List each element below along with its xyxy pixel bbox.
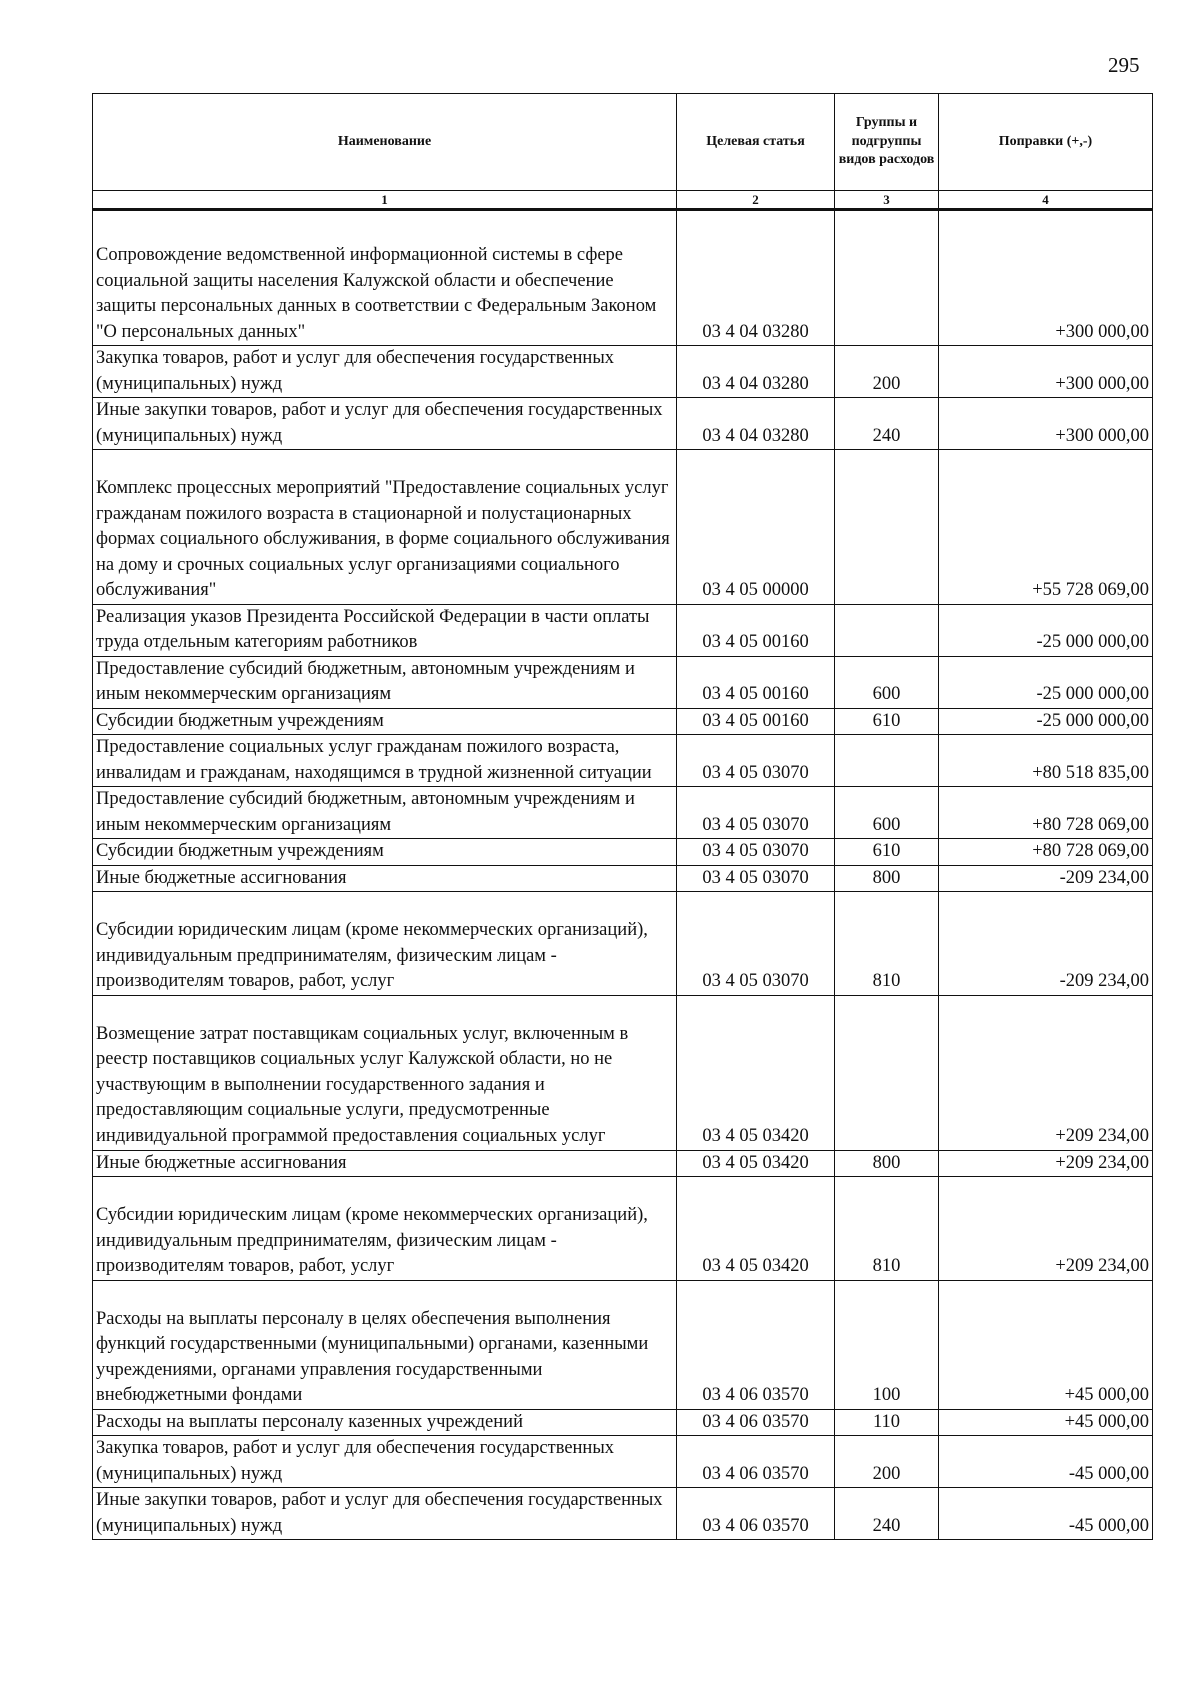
row-amendment-amount: +45 000,00 [939, 1409, 1153, 1436]
row-target-article: 03 4 06 03570 [677, 1436, 835, 1488]
row-name: Расходы на выплаты персоналу в целях обеспечения выполнения функций государственными (муниципальными) органами, казенными учреждениями, органами управления государственными внебюджетными фондами [93, 1280, 677, 1409]
column-header-name: Наименование [93, 94, 677, 191]
row-name: Субсидии бюджетным учреждениям [93, 839, 677, 866]
row-expense-group: 100 [835, 1280, 939, 1409]
column-header-target-article: Целевая статья [677, 94, 835, 191]
row-target-article: 03 4 04 03280 [677, 346, 835, 398]
row-expense-group [835, 995, 939, 1150]
row-expense-group: 810 [835, 892, 939, 996]
row-amendment-amount: -209 234,00 [939, 892, 1153, 996]
table-row [93, 1436, 1153, 1488]
table-row [93, 787, 1153, 839]
row-expense-group: 800 [835, 865, 939, 892]
table-row [93, 210, 1153, 346]
row-target-article: 03 4 05 00160 [677, 604, 835, 656]
row-target-article: 03 4 05 03070 [677, 787, 835, 839]
row-expense-group [835, 604, 939, 656]
row-name: Сопровождение ведомственной информационной системы в сфере социальной защиты населения Калужской области и обеспечение защиты персональных данных в соответствии с Федеральным Законом "О персональных данных" [93, 210, 677, 346]
row-amendment-amount: +300 000,00 [939, 346, 1153, 398]
row-name: Субсидии юридическим лицам (кроме некоммерческих организаций), индивидуальным предпринимателям, физическим лицам - производителям товаров, работ, услуг [93, 892, 677, 996]
row-name: Иные бюджетные ассигнования [93, 865, 677, 892]
row-expense-group [835, 450, 939, 605]
row-target-article: 03 4 05 03420 [677, 1177, 835, 1281]
table-row [93, 708, 1153, 735]
row-expense-group: 200 [835, 346, 939, 398]
row-target-article: 03 4 04 03280 [677, 398, 835, 450]
row-target-article: 03 4 05 00160 [677, 708, 835, 735]
row-target-article: 03 4 05 03070 [677, 735, 835, 787]
column-header-amendments: Поправки (+,-) [939, 94, 1153, 191]
row-name: Закупка товаров, работ и услуг для обеспечения государственных (муниципальных) нужд [93, 346, 677, 398]
row-amendment-amount: +209 234,00 [939, 995, 1153, 1150]
row-target-article: 03 4 05 00000 [677, 450, 835, 605]
row-amendment-amount: +209 234,00 [939, 1177, 1153, 1281]
row-target-article: 03 4 06 03570 [677, 1280, 835, 1409]
column-number: 4 [939, 191, 1153, 210]
table-row [93, 865, 1153, 892]
row-amendment-amount: -45 000,00 [939, 1436, 1153, 1488]
row-expense-group: 200 [835, 1436, 939, 1488]
row-name: Комплекс процессных мероприятий "Предоставление социальных услуг гражданам пожилого возраста в стационарной и полустационарных формах социального обслуживания, в форме социального обслуживания на дому и срочных социальных услуг организациями социального обслуживания" [93, 450, 677, 605]
table-row [93, 1177, 1153, 1281]
row-expense-group [835, 210, 939, 346]
row-amendment-amount: -45 000,00 [939, 1488, 1153, 1540]
row-name: Закупка товаров, работ и услуг для обеспечения государственных (муниципальных) нужд [93, 1436, 677, 1488]
table-row [93, 346, 1153, 398]
table-row [93, 1488, 1153, 1540]
row-amendment-amount: +300 000,00 [939, 210, 1153, 346]
table-row [93, 1150, 1153, 1177]
table-header-row [93, 94, 1153, 191]
table-row [93, 1409, 1153, 1436]
row-name: Расходы на выплаты персоналу казенных учреждений [93, 1409, 677, 1436]
row-expense-group: 610 [835, 708, 939, 735]
row-name: Возмещение затрат поставщикам социальных услуг, включенным в реестр поставщиков социальных услуг Калужской области, но не участвующим в выполнении государственного задания и предоставляющим социальные услуги, предусмотренные индивидуальной программой предоставления социальных услуг [93, 995, 677, 1150]
column-header-expense-groups: Группы и подгруппы видов расходов [835, 94, 939, 191]
budget-amendments-table [92, 93, 1153, 1540]
row-target-article: 03 4 04 03280 [677, 210, 835, 346]
row-target-article: 03 4 06 03570 [677, 1488, 835, 1540]
row-amendment-amount: +80 728 069,00 [939, 839, 1153, 866]
column-number: 1 [93, 191, 677, 210]
row-expense-group: 810 [835, 1177, 939, 1281]
row-expense-group: 800 [835, 1150, 939, 1177]
table-row [93, 735, 1153, 787]
row-target-article: 03 4 05 03420 [677, 995, 835, 1150]
row-expense-group: 600 [835, 656, 939, 708]
row-expense-group: 240 [835, 398, 939, 450]
row-target-article: 03 4 05 00160 [677, 656, 835, 708]
row-amendment-amount: +80 728 069,00 [939, 787, 1153, 839]
row-amendment-amount: +45 000,00 [939, 1280, 1153, 1409]
row-expense-group: 240 [835, 1488, 939, 1540]
row-target-article: 03 4 05 03070 [677, 839, 835, 866]
row-name: Предоставление социальных услуг гражданам пожилого возраста, инвалидам и гражданам, находящимся в трудной жизненной ситуации [93, 735, 677, 787]
table-row [93, 1280, 1153, 1409]
row-target-article: 03 4 05 03070 [677, 865, 835, 892]
table-row [93, 656, 1153, 708]
row-amendment-amount: +55 728 069,00 [939, 450, 1153, 605]
table-row [93, 450, 1153, 605]
row-amendment-amount: +209 234,00 [939, 1150, 1153, 1177]
table-row [93, 398, 1153, 450]
table-row [93, 604, 1153, 656]
row-name: Иные закупки товаров, работ и услуг для обеспечения государственных (муниципальных) нужд [93, 398, 677, 450]
row-amendment-amount: -25 000 000,00 [939, 604, 1153, 656]
row-name: Реализация указов Президента Российской Федерации в части оплаты труда отдельным категориям работников [93, 604, 677, 656]
row-target-article: 03 4 05 03420 [677, 1150, 835, 1177]
row-expense-group: 110 [835, 1409, 939, 1436]
column-number: 3 [835, 191, 939, 210]
table-row [93, 995, 1153, 1150]
row-name: Предоставление субсидий бюджетным, автономным учреждениям и иным некоммерческим организациям [93, 787, 677, 839]
row-name: Иные закупки товаров, работ и услуг для обеспечения государственных (муниципальных) нужд [93, 1488, 677, 1540]
row-amendment-amount: -25 000 000,00 [939, 708, 1153, 735]
row-target-article: 03 4 06 03570 [677, 1409, 835, 1436]
row-expense-group: 610 [835, 839, 939, 866]
column-number: 2 [677, 191, 835, 210]
row-target-article: 03 4 05 03070 [677, 892, 835, 996]
column-number-row [93, 191, 1153, 210]
table-row [93, 839, 1153, 866]
page-number: 295 [1108, 53, 1140, 77]
table-row [93, 892, 1153, 996]
row-amendment-amount: +80 518 835,00 [939, 735, 1153, 787]
row-amendment-amount: -25 000 000,00 [939, 656, 1153, 708]
row-name: Предоставление субсидий бюджетным, автономным учреждениям и иным некоммерческим организациям [93, 656, 677, 708]
row-amendment-amount: -209 234,00 [939, 865, 1153, 892]
row-name: Субсидии бюджетным учреждениям [93, 708, 677, 735]
row-name: Иные бюджетные ассигнования [93, 1150, 677, 1177]
row-amendment-amount: +300 000,00 [939, 398, 1153, 450]
row-expense-group [835, 735, 939, 787]
row-name: Субсидии юридическим лицам (кроме некоммерческих организаций), индивидуальным предпринимателям, физическим лицам - производителям товаров, работ, услуг [93, 1177, 677, 1281]
row-expense-group: 600 [835, 787, 939, 839]
